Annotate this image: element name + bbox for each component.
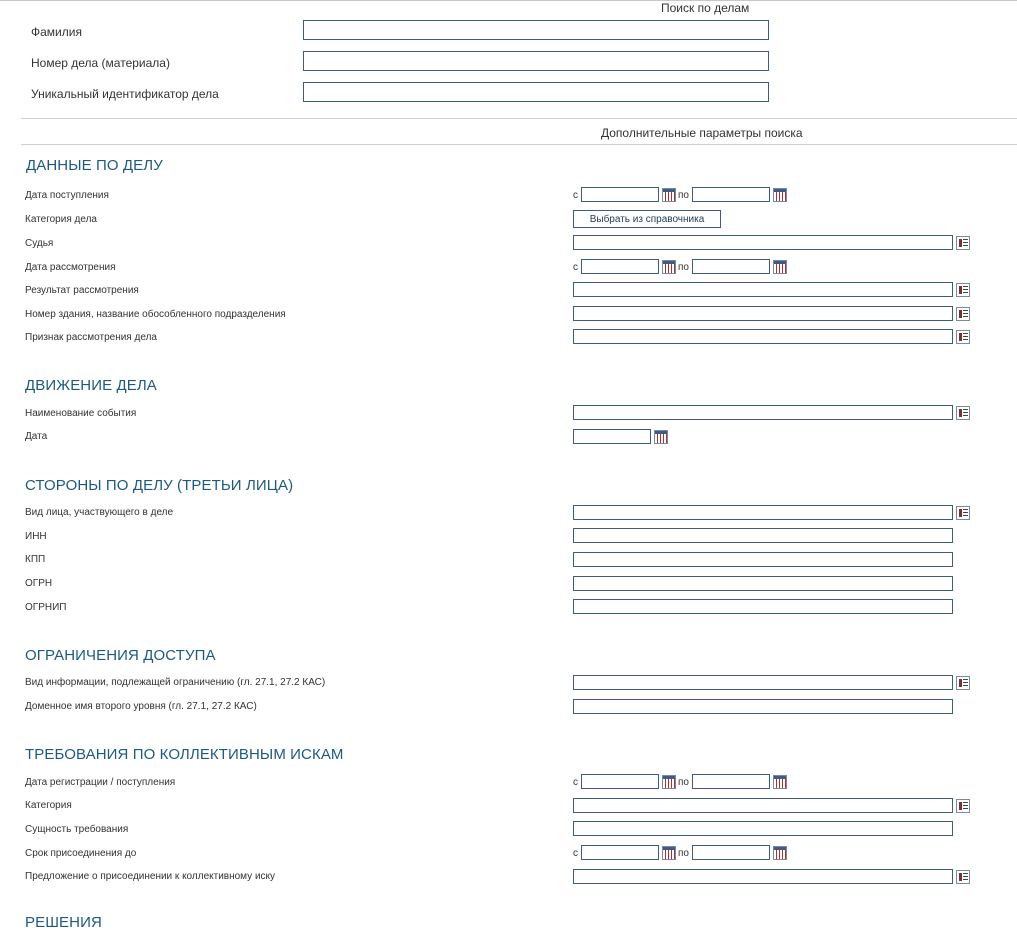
registration-date-from-input[interactable] — [581, 774, 659, 789]
kpp-label: КПП — [25, 554, 46, 565]
case-category-label: Категория дела — [25, 214, 97, 225]
registration-date-to-input[interactable] — [692, 774, 770, 789]
list-icon[interactable] — [956, 799, 970, 813]
inn-label: ИНН — [25, 531, 47, 542]
party-type-label: Вид лица, участвующего в деле — [25, 507, 174, 518]
calendar-icon[interactable] — [654, 430, 668, 444]
date-from-label: с — [573, 848, 578, 859]
divider — [21, 144, 1017, 145]
movement-date-label: Дата — [25, 431, 48, 442]
receipt-date-to-input[interactable] — [692, 187, 770, 202]
section-decisions: РЕШЕНИЯ — [25, 914, 102, 931]
domain-name-input[interactable] — [573, 699, 953, 714]
receipt-date-label: Дата поступления — [25, 190, 109, 201]
list-icon[interactable] — [956, 870, 970, 884]
calendar-icon[interactable] — [662, 775, 676, 789]
calendar-icon[interactable] — [773, 846, 787, 860]
review-sign-label: Признак рассмотрения дела — [25, 332, 157, 343]
date-to-label: по — [678, 777, 689, 788]
divider — [21, 118, 1017, 119]
event-name-label: Наименование события — [25, 408, 137, 419]
judge-input[interactable] — [573, 235, 953, 250]
list-icon[interactable] — [956, 307, 970, 321]
review-date-to-input[interactable] — [692, 259, 770, 274]
top-divider — [0, 0, 1017, 1]
calendar-icon[interactable] — [773, 260, 787, 274]
join-offer-input[interactable] — [573, 869, 953, 884]
extra-params-title: Дополнительные параметры поиска — [601, 126, 803, 140]
calendar-icon[interactable] — [662, 188, 676, 202]
list-icon[interactable] — [956, 506, 970, 520]
receipt-date-from-input[interactable] — [581, 187, 659, 202]
calendar-icon[interactable] — [662, 260, 676, 274]
calendar-icon[interactable] — [662, 846, 676, 860]
domain-name-label: Доменное имя второго уровня (гл. 27.1, 27.2 КАС) — [25, 701, 257, 712]
section-collective-claims: ТРЕБОВАНИЯ ПО КОЛЛЕКТИВНЫМ ИСКАМ — [25, 746, 344, 763]
kpp-input[interactable] — [573, 552, 953, 567]
ogrn-input[interactable] — [573, 576, 953, 591]
join-deadline-to-input[interactable] — [692, 845, 770, 860]
ogrnip-label: ОГРНИП — [25, 602, 67, 613]
list-icon[interactable] — [956, 330, 970, 344]
review-result-input[interactable] — [573, 282, 953, 297]
registration-date-label: Дата регистрации / поступления — [25, 777, 176, 788]
party-type-input[interactable] — [573, 505, 953, 520]
section-access-restrictions: ОГРАНИЧЕНИЯ ДОСТУПА — [25, 647, 216, 664]
list-icon[interactable] — [956, 283, 970, 297]
date-to-label: по — [678, 190, 689, 201]
category-label: Категория — [25, 800, 72, 811]
page-title: Поиск по делам — [661, 1, 750, 15]
date-from-label: с — [573, 190, 578, 201]
event-name-input[interactable] — [573, 405, 953, 420]
date-from-label: с — [573, 777, 578, 788]
case-number-label: Номер дела (материала) — [31, 56, 170, 70]
movement-date-input[interactable] — [573, 429, 651, 444]
category-input[interactable] — [573, 798, 953, 813]
restricted-info-input[interactable] — [573, 675, 953, 690]
building-label: Номер здания, название обособленного подразделения — [25, 309, 286, 320]
review-sign-input[interactable] — [573, 329, 953, 344]
claim-essence-label: Сущность требования — [25, 824, 129, 835]
restricted-info-label: Вид информации, подлежащей ограничению (гл. 27.1, 27.2 КАС) — [25, 677, 326, 688]
surname-input[interactable] — [303, 20, 769, 40]
list-icon[interactable] — [956, 236, 970, 250]
section-case-movement: ДВИЖЕНИЕ ДЕЛА — [25, 377, 157, 394]
date-to-label: по — [678, 848, 689, 859]
claim-essence-input[interactable] — [573, 821, 953, 836]
date-from-label: с — [573, 262, 578, 273]
calendar-icon[interactable] — [773, 775, 787, 789]
ogrn-label: ОГРН — [25, 578, 53, 589]
list-icon[interactable] — [956, 406, 970, 420]
case-uid-label: Уникальный идентификатор дела — [31, 87, 219, 101]
section-case-data: ДАННЫЕ ПО ДЕЛУ — [26, 157, 163, 174]
list-icon[interactable] — [956, 676, 970, 690]
review-date-label: Дата рассмотрения — [25, 262, 116, 273]
building-input[interactable] — [573, 306, 953, 321]
surname-label: Фамилия — [31, 25, 82, 39]
join-offer-label: Предложение о присоединении к коллективному иску — [25, 871, 276, 882]
section-parties: СТОРОНЫ ПО ДЕЛУ (ТРЕТЬИ ЛИЦА) — [25, 477, 294, 494]
join-deadline-from-input[interactable] — [581, 845, 659, 860]
case-uid-input[interactable] — [303, 82, 769, 102]
select-from-directory-button[interactable]: Выбрать из справочника — [573, 210, 721, 228]
calendar-icon[interactable] — [773, 188, 787, 202]
inn-input[interactable] — [573, 528, 953, 543]
judge-label: Судья — [25, 238, 54, 249]
review-result-label: Результат рассмотрения — [25, 285, 139, 296]
ogrnip-input[interactable] — [573, 599, 953, 614]
join-deadline-label: Срок присоединения до — [25, 848, 137, 859]
review-date-from-input[interactable] — [581, 259, 659, 274]
date-to-label: по — [678, 262, 689, 273]
case-number-input[interactable] — [303, 51, 769, 71]
